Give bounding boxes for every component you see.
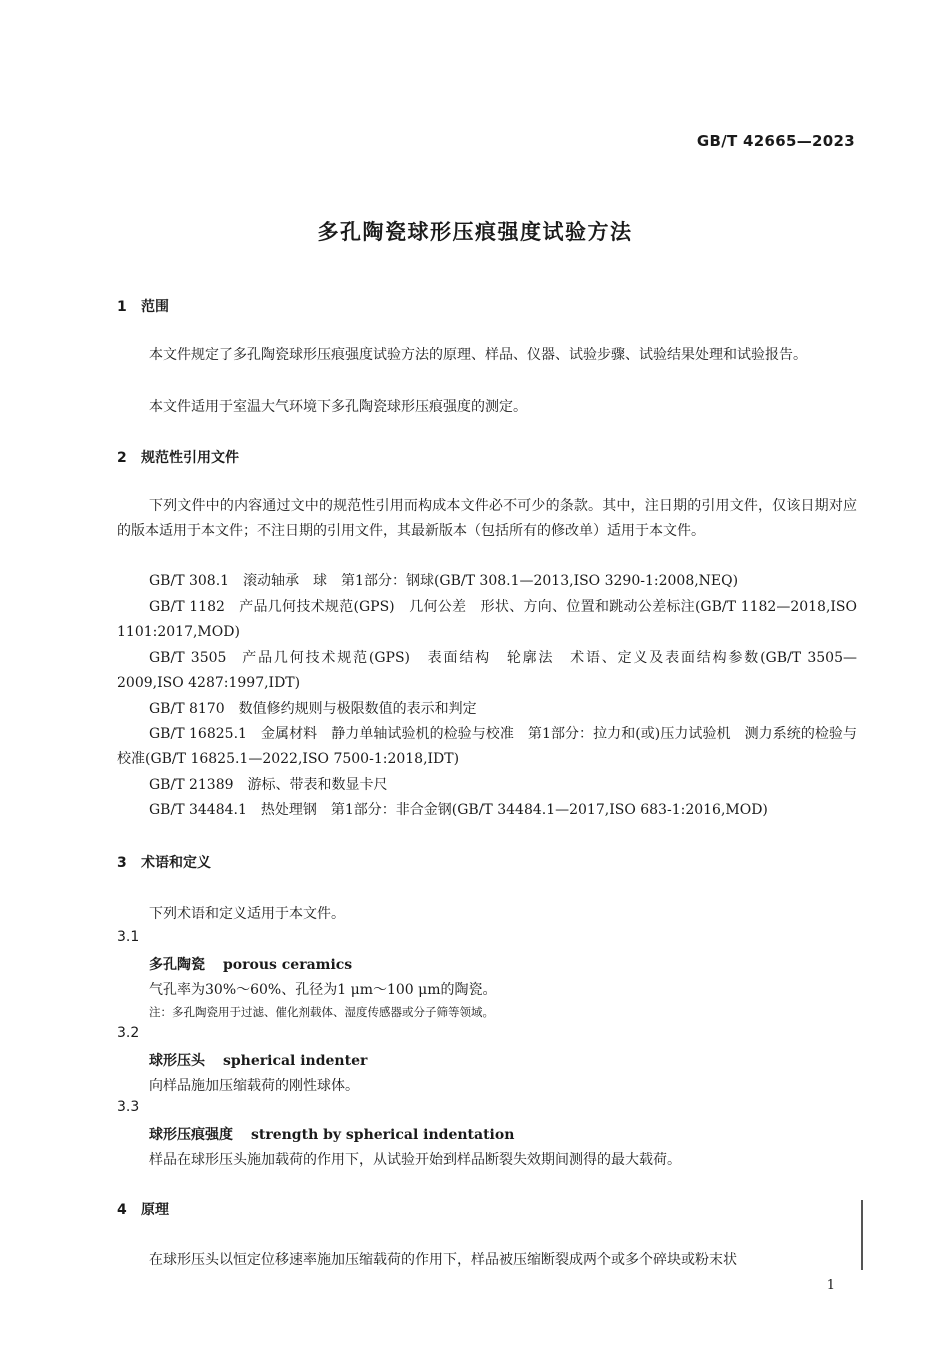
reference-code: GB/T 308.1	[149, 573, 230, 589]
term-definition: 向样品施加压缩载荷的刚性球体。	[149, 1078, 359, 1094]
section-4-paragraph-1: 在球形压头以恒定位移速率施加压缩载荷的作用下，样品被压缩断裂成两个或多个碎块或粉末状	[149, 1252, 737, 1268]
term-heading	[149, 1124, 514, 1144]
section-3-heading	[117, 852, 211, 872]
section-4-heading	[117, 1199, 169, 1219]
term-heading	[149, 954, 352, 974]
document-title: 多孔陶瓷球形压痕强度试验方法	[317, 220, 633, 244]
term-chinese: 球形压头	[149, 1053, 205, 1069]
reference-code: GB/T 16825.1	[149, 726, 247, 742]
reference-item	[117, 798, 857, 823]
reference-item	[117, 646, 857, 696]
reference-code: GB/T 1182	[149, 599, 225, 615]
reference-text: 热处理钢 第1部分：非合金钢(GB/T 34484.1—2017,ISO 683-1:2016,MOD)	[260, 802, 768, 818]
term-chinese: 多孔陶瓷	[149, 957, 205, 973]
section-number: 4	[117, 1202, 127, 1218]
reference-text: 数值修约规则与极限数值的表示和判定	[238, 701, 477, 717]
reference-item	[117, 722, 857, 772]
term-number: 3.3	[117, 1099, 140, 1115]
term-chinese: 球形压痕强度	[149, 1127, 233, 1143]
term-english: porous ceramics	[223, 957, 353, 973]
term-note: 注：多孔陶瓷用于过滤、催化剂载体、湿度传感器或分子筛等领域。	[149, 1005, 494, 1019]
section-title: 原理	[141, 1202, 169, 1218]
page-number: 1	[826, 1278, 835, 1293]
section-3-intro: 下列术语和定义适用于本文件。	[149, 906, 345, 922]
reference-text: 游标、带表和数显卡尺	[247, 777, 388, 793]
section-number: 1	[117, 299, 127, 315]
section-2-intro: 下列文件中的内容通过文中的规范性引用而构成本文件必不可少的条款。其中，注日期的引用文件，仅该日期对应的版本适用于本文件；不注日期的引用文件，其最新版本（包括所有的修改单）适用于本文件。	[117, 498, 857, 539]
reference-item	[117, 697, 857, 722]
term-definition: 样品在球形压头施加载荷的作用下，从试验开始到样品断裂失效期间测得的最大载荷。	[149, 1152, 681, 1168]
section-title: 范围	[141, 299, 169, 315]
reference-text: 产品几何技术规范(GPS) 几何公差 形状、方向、位置和跳动公差标注(GB/T 1182—2018,ISO 1101:2017,MOD)	[117, 599, 857, 640]
margin-rule	[861, 1200, 863, 1270]
reference-item	[117, 595, 857, 645]
reference-item	[117, 569, 857, 594]
reference-item	[117, 773, 857, 798]
term-english: strength by spherical indentation	[251, 1127, 515, 1143]
section-number: 2	[117, 450, 127, 466]
section-1-heading	[117, 296, 169, 316]
reference-code: GB/T 8170	[149, 701, 225, 717]
reference-text: 产品几何技术规范(GPS) 表面结构 轮廓法 术语、定义及表面结构参数(GB/T 3505—2009,ISO 4287:1997,IDT)	[117, 650, 857, 691]
section-number: 3	[117, 855, 127, 871]
section-1-paragraph-1: 本文件规定了多孔陶瓷球形压痕强度试验方法的原理、样品、仪器、试验步骤、试验结果处理和试验报告。	[149, 347, 807, 363]
term-heading	[149, 1050, 367, 1070]
term-number: 3.1	[117, 929, 140, 945]
reference-text: 滚动轴承 球 第1部分：钢球(GB/T 308.1—2013,ISO 3290-1:2008,NEQ)	[243, 573, 739, 589]
reference-text: 金属材料 静力单轴试验机的检验与校准 第1部分：拉力和(或)压力试验机 测力系统的检验与校准(GB/T 16825.1—2022,ISO 7500-1:2018,IDT)	[117, 726, 857, 767]
reference-code: GB/T 34484.1	[149, 802, 247, 818]
term-number: 3.2	[117, 1025, 140, 1041]
standard-number: GB/T 42665—2023	[696, 132, 855, 150]
term-english: spherical indenter	[223, 1053, 368, 1069]
reference-code: GB/T 3505	[149, 650, 227, 666]
section-1-paragraph-2: 本文件适用于室温大气环境下多孔陶瓷球形压痕强度的测定。	[149, 399, 527, 415]
term-definition: 气孔率为30%～60%、孔径为1 μm～100 μm的陶瓷。	[149, 982, 497, 998]
section-2-heading	[117, 447, 239, 467]
reference-code: GB/T 21389	[149, 777, 234, 793]
section-title: 术语和定义	[141, 855, 211, 871]
section-title: 规范性引用文件	[141, 450, 239, 466]
